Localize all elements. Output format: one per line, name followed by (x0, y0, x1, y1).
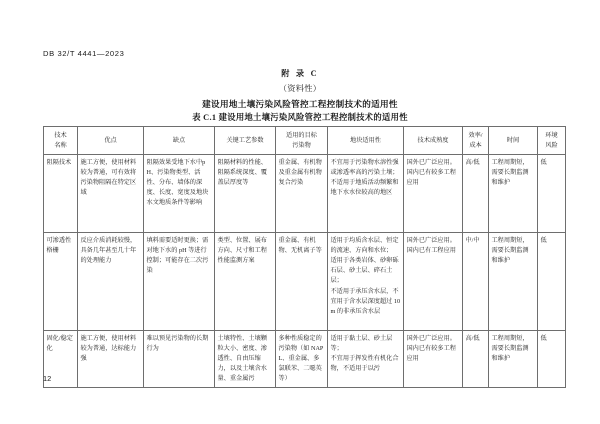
site-applicability-item: 不适用于承压含水层，不宜用于含水层深度超过 10 m 的非承压含水层 (330, 287, 401, 315)
cell-site-applicability (328, 155, 404, 233)
table-header-row (44, 127, 566, 155)
running-header: DB 32/T 4441—2023 (43, 49, 125, 58)
cell-site-applicability (328, 331, 404, 388)
cell-time: 工程周期短，需要长期监测和维护 (489, 233, 538, 331)
site-applicability-item: 适用于黏土层、砂土层等； (330, 334, 393, 352)
page-number: 12 (43, 374, 52, 383)
column-header-line1: 优点 (104, 136, 117, 144)
column-header-target-pollutants (276, 127, 328, 155)
cell-disadvantages: 阻隔效果受地下水中pH、污染物类型、活性、分布、墙体的深度、长度、宽度及地块水文地质条件等影响 (144, 155, 215, 233)
maturity-item: 国外已广泛应用。 (406, 236, 456, 244)
column-header-line1: 适用的目标 (286, 131, 317, 139)
maturity-item: 国内已有较多工程应用 (406, 168, 456, 186)
cell-key-params: 类型、位置、展布方向、尺寸和工程性能监测方案 (215, 233, 276, 331)
column-header-line2: 污染物 (292, 141, 311, 149)
cell-efficiency-cost: 中/中 (463, 233, 489, 331)
column-header-time (489, 127, 538, 155)
column-header-line1: 技术成熟度 (417, 136, 449, 144)
column-header-line1: 缺点 (172, 136, 186, 144)
column-header-line2: 风险 (545, 141, 558, 149)
cell-maturity (404, 155, 463, 233)
table-row (44, 331, 566, 388)
annex-subject: 建设用地土壤污染风险管控工程控制技术的适用性 (202, 99, 398, 109)
cell-target-pollutants: 重金属、有机物及重金属有机物复合污染 (276, 155, 328, 233)
site-applicability-item: 不宜用于挥发性有机化合物，不适用于以污 (330, 354, 399, 373)
column-header-line1: 技术 (54, 131, 67, 139)
maturity-item: 国外已广泛应用。 (406, 158, 456, 166)
column-header-line1: 关键工艺参数 (226, 136, 264, 144)
cell-tech-name: 固化/稳定化 (44, 331, 78, 388)
maturity-item: 国内已有较多工程应用 (406, 344, 456, 362)
column-header-key-params (215, 127, 276, 155)
maturity-item: 国内已有工程应用 (406, 246, 456, 254)
annex-title: 附 录 C (281, 69, 319, 78)
cell-advantages: 施工方便，使用材料较为普通，可有效将污染物阻隔在特定区域 (78, 155, 144, 233)
cell-target-pollutants: 重金属、有机物、无机离子等 (276, 233, 328, 331)
cell-env-risk: 低 (538, 155, 566, 233)
column-header-line2: 名称 (54, 141, 67, 149)
applicability-table (43, 126, 566, 388)
cell-maturity (404, 331, 463, 388)
site-applicability-item: 适用于各类岩体、砂卵砾石层、砂土层、碎石土层； (330, 256, 399, 285)
cell-maturity (404, 233, 463, 331)
column-header-env-risk (538, 127, 566, 155)
annex-kind: （资料性） (278, 84, 322, 93)
column-header-efficiency-cost (463, 127, 489, 155)
table-row (44, 155, 566, 233)
column-header-maturity (404, 127, 463, 155)
cell-target-pollutants: 多种性质稳定的污染物（如 NAPL、重金属、多氯联苯、二噁英等） (276, 331, 328, 388)
cell-time: 工程周期短，需要长期监测和维护 (489, 331, 538, 388)
column-header-tech-name (44, 127, 78, 155)
cell-tech-name: 可渗透性格栅 (44, 233, 78, 331)
table-row (44, 233, 566, 331)
cell-time: 工程周期短，需要长期监测和维护 (489, 155, 538, 233)
column-header-line2: 成本 (469, 141, 482, 149)
column-header-site-applicability (328, 127, 404, 155)
cell-site-applicability (328, 233, 404, 331)
site-applicability-item: 适用于均质含水层、恒定的流速、方向和水位； (330, 236, 399, 254)
column-header-advantages (78, 127, 144, 155)
column-header-line1: 时间 (506, 136, 520, 144)
column-header-line1: 效率/ (468, 131, 483, 139)
column-header-disadvantages (144, 127, 215, 155)
site-applicability-item: 不适用于地质活动频繁和地下水水位较高的地区 (330, 178, 399, 197)
cell-tech-name: 阻隔技术 (44, 155, 78, 233)
cell-advantages: 施工方便，使用材料较为普通，达标能力强 (78, 331, 144, 388)
column-header-line1: 地块适用性 (350, 136, 381, 144)
cell-disadvantages: 难以预见污染物的长期行为 (144, 331, 215, 388)
cell-env-risk: 低 (538, 331, 566, 388)
cell-key-params: 阻隔材料的性能、阻隔系统深度、覆盖层厚度等 (215, 155, 276, 233)
table-caption: 表 C.1 建设用地土壤污染风险管控工程控制技术的适用性 (192, 113, 408, 122)
cell-key-params: 土壤特性、土壤颗粒大小、密度、渗透性、自由压缩力，以及土壤含水量、重金属污 (215, 331, 276, 388)
cell-efficiency-cost: 高/低 (463, 155, 489, 233)
annex-heading-block (0, 66, 600, 112)
site-applicability-item: 不宜用于污染物水溶性强或渗透率高的污染土壤； (330, 158, 399, 176)
cell-disadvantages: 填料需要适时更换；需对地下水的 pH 等进行控制；可能存在二次污染 (144, 233, 215, 331)
cell-advantages: 反应介质消耗较慢，具备几年甚至几十年的处理能力 (78, 233, 144, 331)
cell-env-risk: 低 (538, 233, 566, 331)
cell-efficiency-cost: 高/低 (463, 331, 489, 388)
column-header-line1: 环境 (545, 131, 558, 139)
maturity-item: 国外已广泛应用。 (406, 334, 456, 342)
